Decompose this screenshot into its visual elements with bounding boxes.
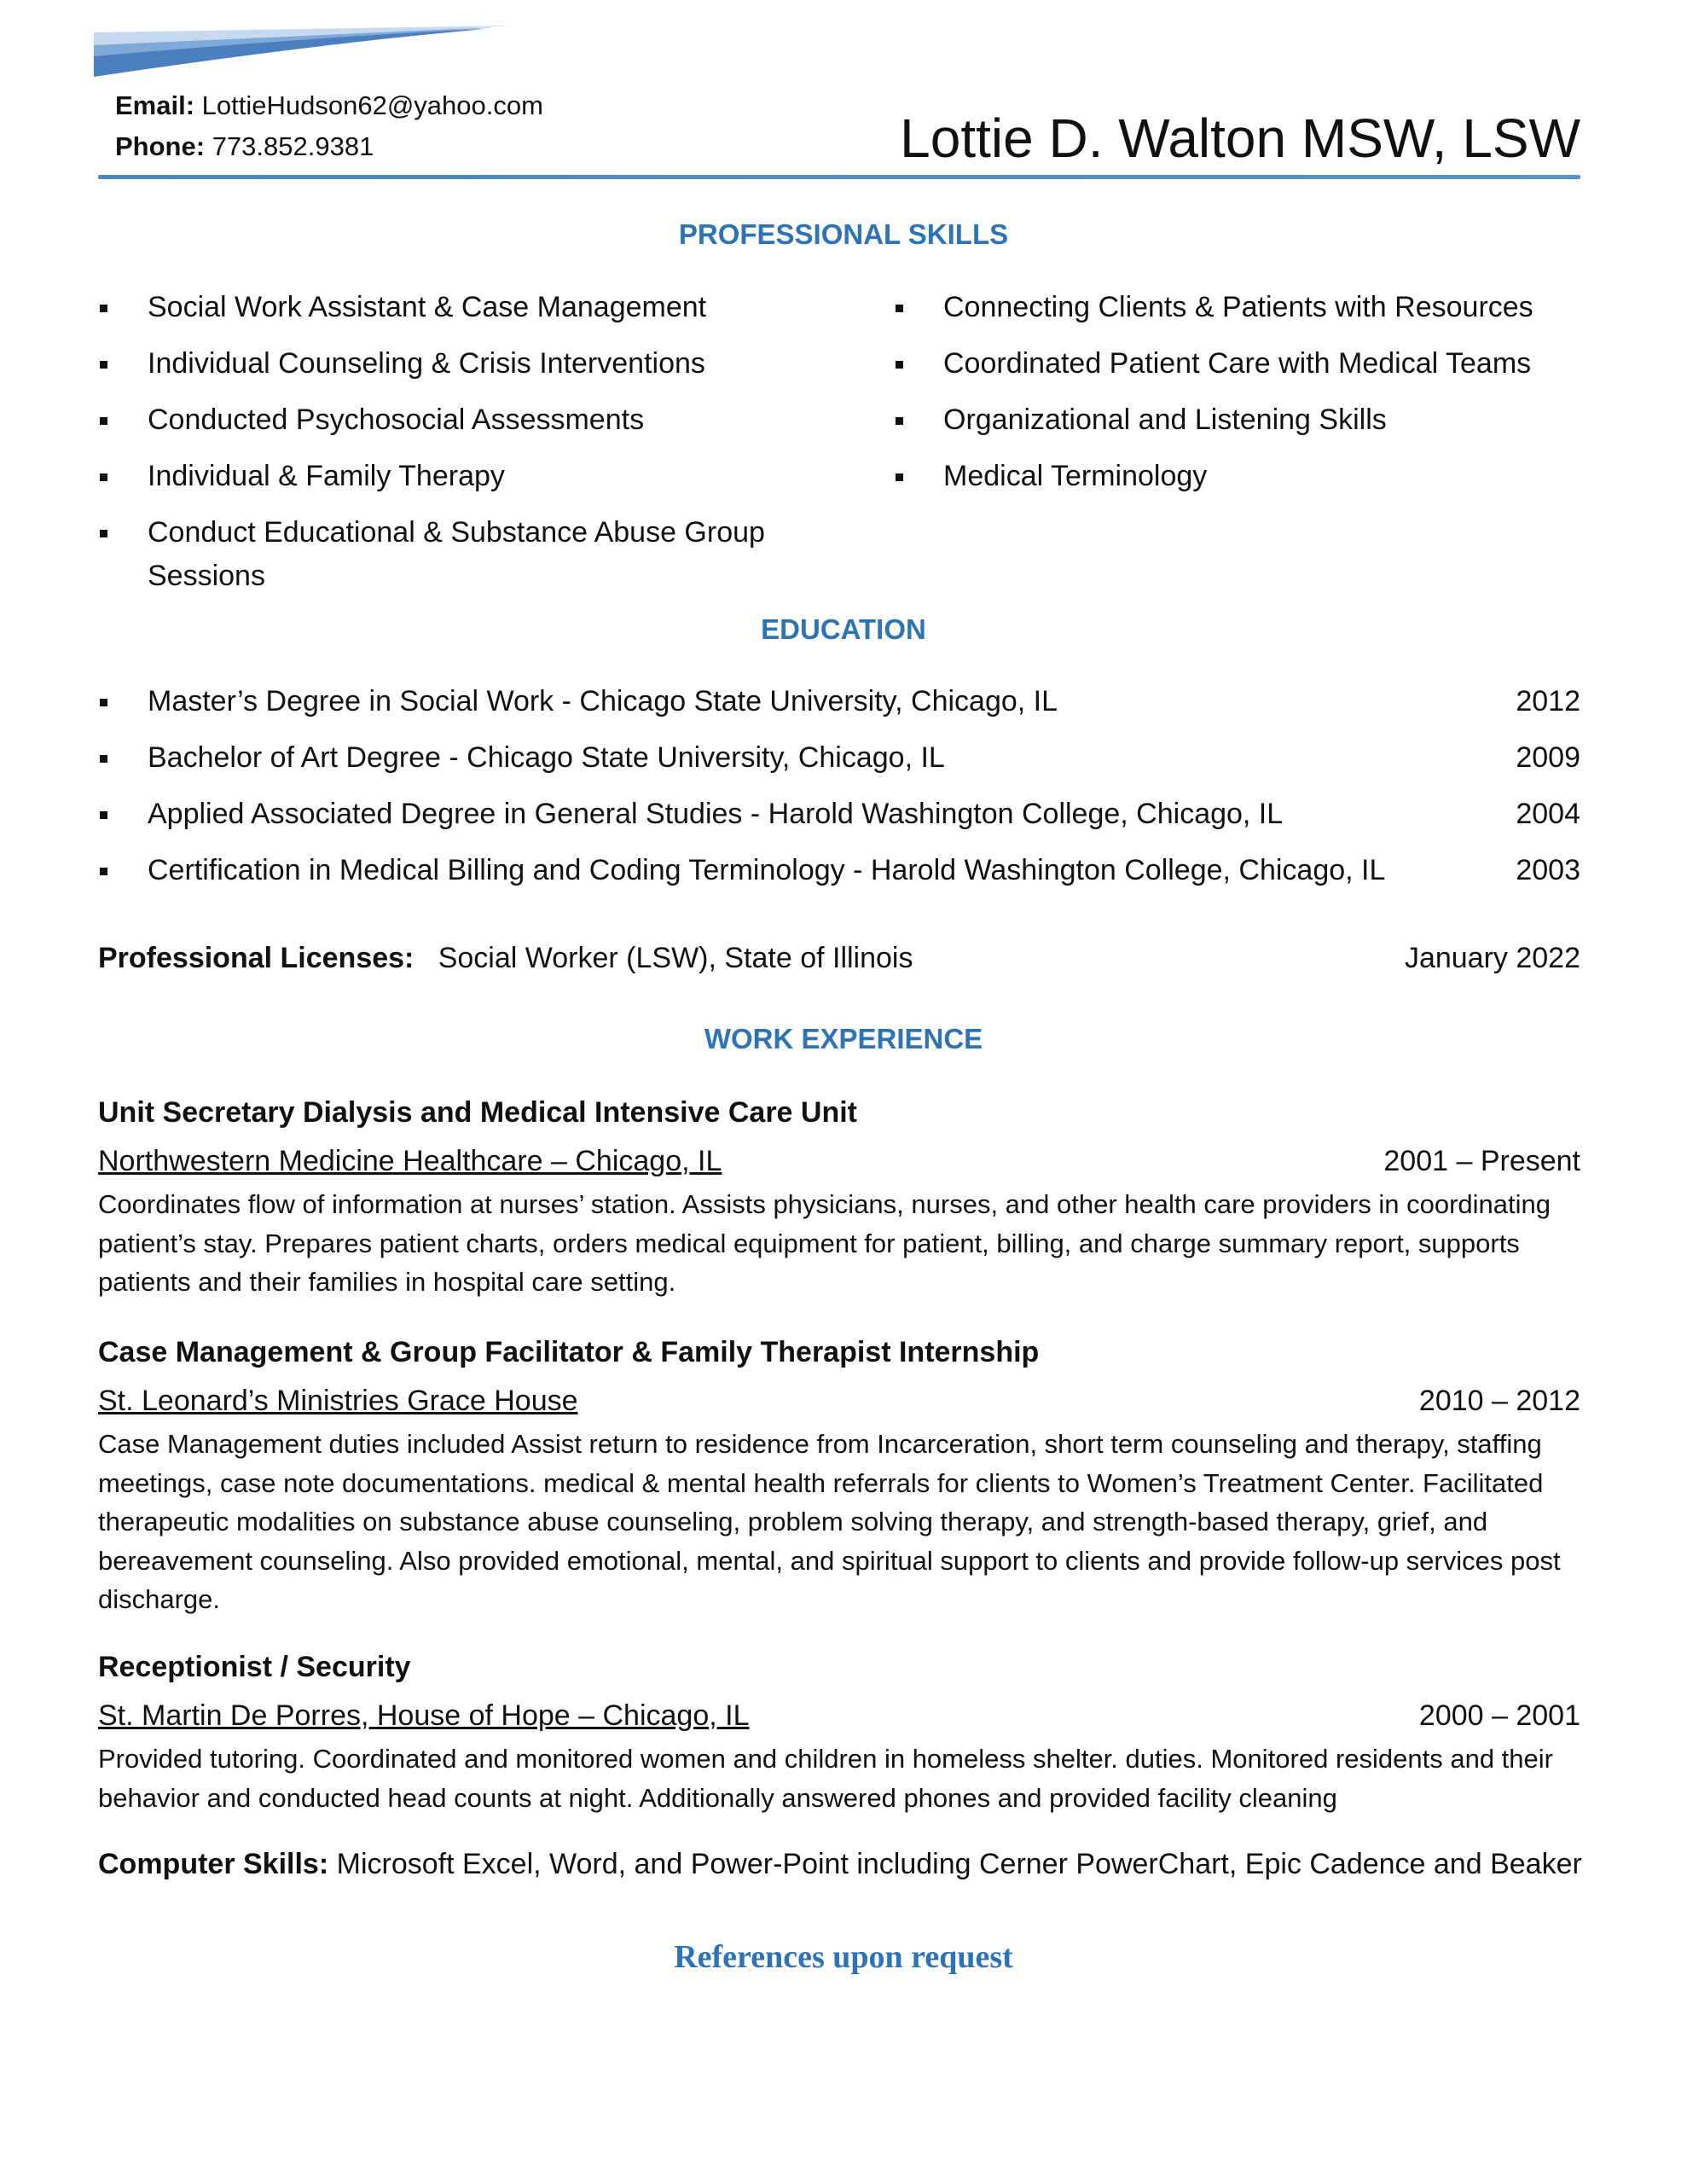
skills-heading: PROFESSIONAL SKILLS [678, 218, 1009, 250]
phone-line [115, 126, 543, 167]
references-note: References upon request [674, 1939, 1013, 1975]
job-org-row [98, 1380, 1580, 1421]
licenses-value: Social Worker (LSW), State of Illinois [438, 942, 913, 974]
education-heading: EDUCATION [761, 613, 926, 645]
education-degree: Applied Associated Degree in General Studies - Harold Washington College, Chicago, IL [148, 798, 1284, 830]
education-degree: Certification in Medical Billing and Coding Terminology - Harold Washington College, Chicago, IL [148, 854, 1386, 886]
job-organization: St. Leonard’s Ministries Grace House [98, 1385, 578, 1417]
job-title: Unit Secretary Dialysis and Medical Intensive Care Unit [98, 1096, 857, 1129]
job-dates: 2010 – 2012 [1418, 1385, 1580, 1417]
skill-item: Organizational and Listening Skills [894, 398, 1602, 442]
education-degree: Master’s Degree in Social Work - Chicago State University, Chicago, IL [148, 685, 1058, 717]
licenses-label: Professional Licenses: [98, 942, 415, 974]
job-dates: 2001 – Present [1383, 1145, 1580, 1177]
computer-skills-value: Microsoft Excel, Word, and Power-Point including Cerner PowerChart, Epic Cadence and Beaker [336, 1848, 1582, 1880]
skill-item: Conducted Psychosocial Assessments [98, 398, 849, 442]
skill-item: Coordinated Patient Care with Medical Teams [894, 342, 1602, 386]
education-item [98, 680, 1580, 723]
job-title: Receptionist / Security [98, 1651, 411, 1683]
licenses-row [98, 938, 1580, 979]
education-item [98, 793, 1580, 836]
email-label: Email: [115, 90, 195, 120]
job-org-row [98, 1141, 1580, 1182]
phone-label: Phone: [115, 131, 206, 161]
skill-item: Individual Counseling & Crisis Interventions [98, 342, 849, 386]
licenses-info [98, 938, 913, 979]
education-year: 2003 [1516, 854, 1580, 886]
education-year: 2012 [1516, 685, 1580, 717]
email-line [115, 85, 543, 126]
skill-item: Social Work Assistant & Case Management [98, 286, 849, 329]
education-degree: Bachelor of Art Degree - Chicago State University, Chicago, IL [148, 741, 945, 774]
licenses-date: January 2022 [1404, 942, 1580, 974]
skills-list-right [894, 286, 1602, 511]
job-description: Case Management duties included Assist return to residence from Incarceration, short term counseling and therapy, staffing meetings, case note documentations. medical & mental health referrals for clients to Women’s Treatment Center. Facilitated therapeutic modalities on substance abuse counseling, problem solving therapy, and strength-based therapy, grief, and bereavement counseling. Also provided emotional, mental, and spiritual support to clients and provide follow-up services post discharge. [98, 1429, 1561, 1614]
applicant-name: Lottie D. Walton MSW, LSW [900, 107, 1580, 169]
education-list [98, 680, 1580, 905]
skills-list-left [98, 286, 849, 611]
skill-item: Connecting Clients & Patients with Resources [894, 286, 1602, 329]
computer-skills-label: Computer Skills: [98, 1848, 329, 1880]
job-title: Case Management & Group Facilitator & Family Therapist Internship [98, 1336, 1040, 1368]
job-description: Provided tutoring. Coordinated and monitored women and children in homeless shelter. duties. Monitored residents and their behavior and conducted head counts at night. Additionally answered phones and provided facility cleaning [98, 1744, 1553, 1813]
header-divider [98, 175, 1580, 179]
computer-skills [98, 1843, 1582, 1886]
phone-number: 773.852.9381 [212, 131, 374, 161]
education-year: 2004 [1516, 798, 1580, 830]
skill-item: Conduct Educational & Substance Abuse Group Sessions [98, 511, 849, 598]
job-description: Coordinates flow of information at nurses’ station. Assists physicians, nurses, and other health care providers in coordinating patient’s stay. Prepares patient charts, orders medical equipment for patient, billing, and charge summary report, supports patients and their families in hospital care setting. [98, 1189, 1551, 1297]
education-year: 2009 [1516, 741, 1580, 774]
header-swoosh-graphic [94, 24, 520, 84]
job-dates: 2000 – 2001 [1418, 1699, 1580, 1732]
job-organization: St. Martin De Porres, House of Hope – Chicago, IL [98, 1699, 750, 1732]
contact-block [115, 85, 543, 167]
education-item [98, 736, 1580, 780]
job-organization: Northwestern Medicine Healthcare – Chicago, IL [98, 1145, 722, 1177]
email-address: LottieHudson62@yahoo.com [201, 90, 543, 120]
skill-item: Medical Terminology [894, 455, 1602, 498]
work-heading: WORK EXPERIENCE [704, 1023, 983, 1054]
education-item [98, 849, 1580, 892]
skill-item: Individual & Family Therapy [98, 455, 849, 498]
job-org-row [98, 1695, 1580, 1736]
